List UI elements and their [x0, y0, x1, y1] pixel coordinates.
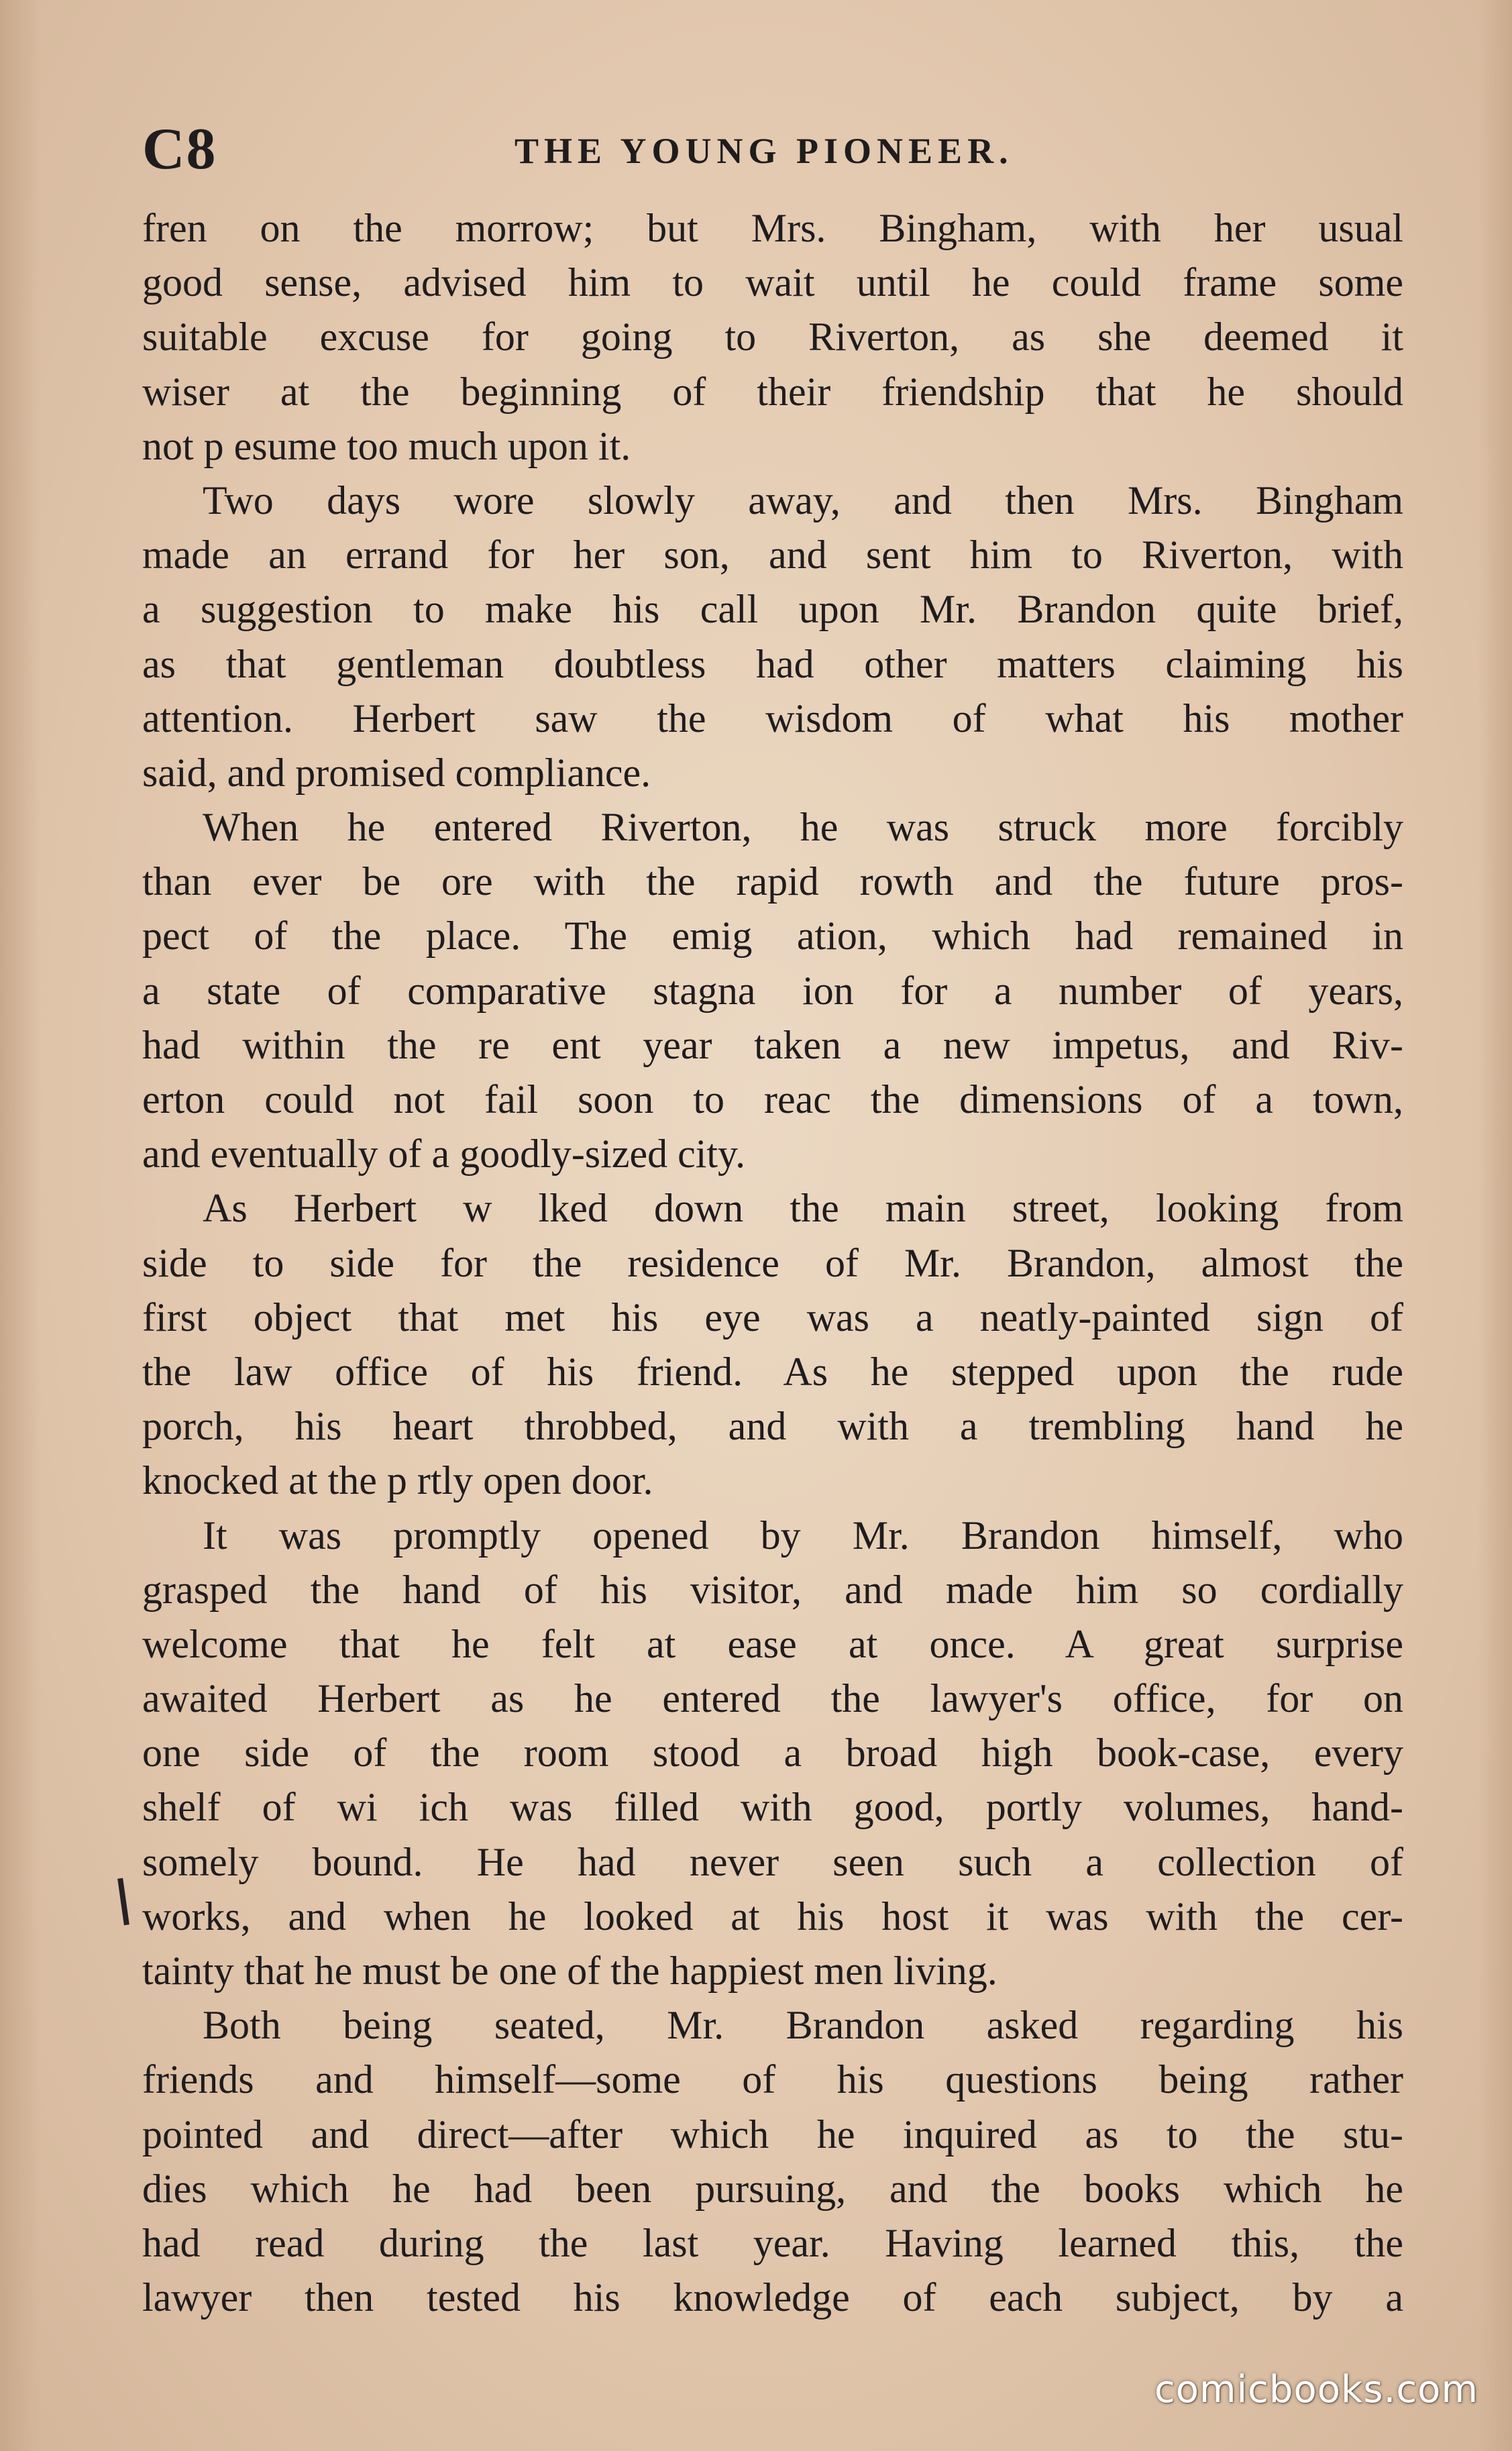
text-line: and eventually of a goodly-sized city. [142, 1132, 746, 1177]
text-line: It was promptly opened by Mr. Brandon himself, who [203, 1513, 1403, 1558]
text-line: fren on the morrow; but Mrs. Bingham, with her usual [142, 206, 1403, 250]
text-line: said, and promised compliance. [142, 750, 651, 795]
text-line: As Herbert w lked down the main street, looking from [203, 1186, 1403, 1231]
text-line: When he entered Riverton, he was struck more forcibly [203, 805, 1403, 850]
page-number: C8 [142, 117, 217, 182]
text-line: Two days wore slowly away, and then Mrs. Bingham [203, 478, 1403, 523]
text-line: not p esume too much upon it. [142, 423, 631, 468]
body-text [142, 201, 1403, 2361]
page-header [142, 113, 1403, 186]
text-line: tainty that he must be one of the happiest men living. [142, 1949, 997, 1993]
text-line: than ever be ore with the rapid rowth and the future pros- [142, 859, 1403, 904]
text-line: pect of the place. The emig ation, which had remained in [142, 914, 1403, 959]
text-line: side to side for the residence of Mr. Brandon, almost the [142, 1240, 1403, 1285]
text-line: made an errand for her son, and sent him to Riverton, with [142, 533, 1403, 578]
text-line: had read during the last year. Having learned this, the [142, 2220, 1403, 2265]
page-edge-shadow-right [1478, 0, 1512, 2451]
text-line: knocked at the p rtly open door. [142, 1458, 653, 1503]
text-line: lawyer then tested his knowledge of each subject, by a [142, 2275, 1403, 2320]
text-line: the law office of his friend. As he stepped upon the rude [142, 1349, 1403, 1394]
text-line: grasped the hand of his visitor, and made him so cordially [142, 1567, 1403, 1612]
text-line: Both being seated, Mr. Brandon asked regarding his [203, 2003, 1403, 2048]
text-line: friends and himself—some of his questions being rather [142, 2057, 1403, 2102]
text-line: welcome that he felt at ease at once. A great surprise [142, 1621, 1403, 1666]
text-line: attention. Herbert saw the wisdom of what his mother [142, 696, 1403, 741]
text-line: works, and when he looked at his host it was with the cer- [142, 1894, 1403, 1939]
text-line: suitable excuse for going to Riverton, as she deemed it [142, 315, 1403, 360]
text-line: one side of the room stood a broad high book-case, every [142, 1731, 1403, 1776]
text-line: porch, his heart throbbed, and with a trembling hand he [142, 1404, 1403, 1449]
text-line: dies which he had been pursuing, and the books which he [142, 2166, 1403, 2211]
text-line: first object that met his eye was a neatly-painted sign of [142, 1295, 1403, 1340]
watermark: comicbooks.com [1154, 2368, 1478, 2411]
text-line: as that gentleman doubtless had other matters claiming his [142, 641, 1403, 686]
page-edge-shadow-left [0, 0, 40, 2451]
text-line: a state of comparative stagna ion for a number of years, [142, 968, 1403, 1013]
text-line: somely bound. He had never seen such a collection of [142, 1839, 1403, 1884]
text-line: good sense, advised him to wait until he could frame some [142, 260, 1403, 305]
text-line: had within the re ent year taken a new impetus, and Riv- [142, 1022, 1403, 1067]
text-line: shelf of wi ich was filled with good, portly volumes, hand- [142, 1785, 1403, 1830]
text-line: erton could not fail soon to reac the dimensions of a town, [142, 1077, 1403, 1122]
text-line: a suggestion to make his call upon Mr. Brandon quite brief, [142, 587, 1403, 632]
text-line: wiser at the beginning of their friendship that he should [142, 369, 1403, 414]
text-line: pointed and direct—after which he inquired as to the stu- [142, 2112, 1403, 2157]
text-line: awaited Herbert as he entered the lawyer's office, for on [142, 1676, 1403, 1721]
margin-pencil-mark [117, 1878, 129, 1925]
running-title: THE YOUNG PIONEER. [515, 131, 1014, 171]
